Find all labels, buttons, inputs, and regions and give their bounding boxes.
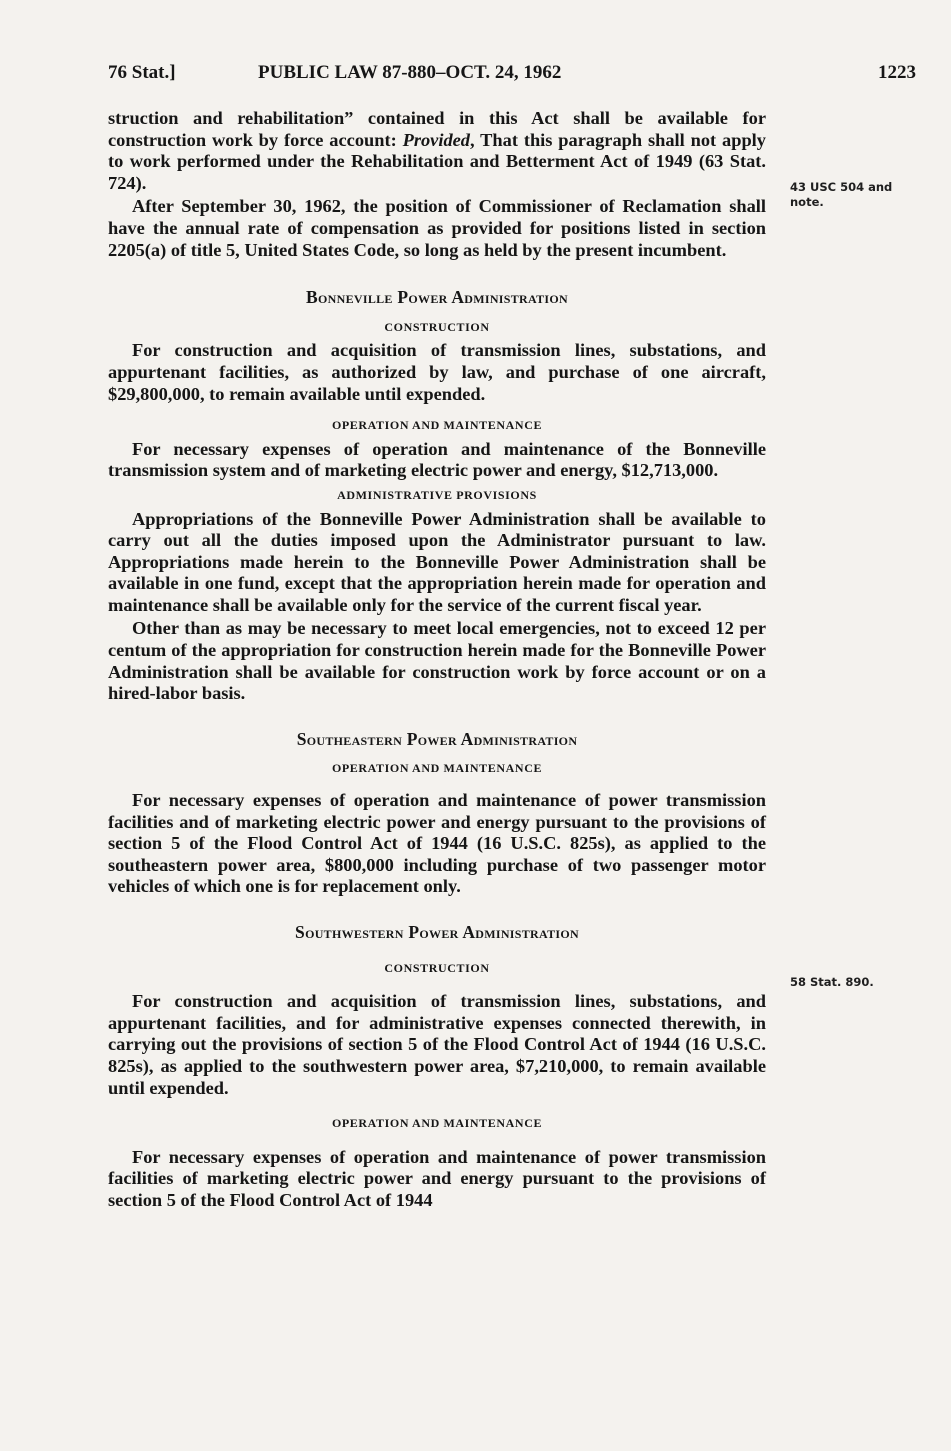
margin-note-43-usc: 43 USC 504 and note. (790, 180, 893, 209)
bleed-through-background (0, 0, 16, 54)
public-law-title: PUBLIC LAW 87-880–OCT. 24, 1962 (258, 62, 562, 83)
paragraph-bpa-construction: For construction and acquisition of transmission lines, substations, and appurtenant facilities, as authorized by law, and purchase of one aircraft, $29,800,000, to remain available until expended. (108, 340, 766, 404)
running-header (108, 62, 916, 88)
heading-bonneville: Bonneville Power Administration (306, 287, 568, 308)
subheading-bpa-om: OPERATION AND MAINTENANCE (331, 418, 543, 433)
margin-note-58-stat: 58 Stat. 890. (790, 975, 874, 989)
paragraph-bpa-om: For necessary expenses of operation and maintenance of the Bonneville transmission system and of marketing electric power and energy, $12,713,000. (108, 438, 766, 481)
paragraph-swpa-om: For necessary expenses of operation and maintenance of power transmission facilities of marketing electric power and energy pursuant to the provisions of section 5 of the Flood Control Act of 1944 (108, 1146, 766, 1210)
page-number: 1223 (878, 62, 916, 83)
subheading-bpa-admin: ADMINISTRATIVE PROVISIONS (337, 487, 537, 502)
paragraph-sepa-om: For necessary expenses of operation and maintenance of power transmission facilities and of marketing electric power and energy pursuant to the provisions of section 5 of the Flood Control Act of 1944 (16 U.S.C. 825s), as applied to the southeastern power area, $800,000 including purchase of two passenger motor vehicles of which one is for replacement only. (108, 790, 766, 897)
heading-southwestern: Southwestern Power Administration (295, 922, 579, 942)
provided-italic: Provided (402, 129, 471, 150)
subheading-bpa-construction: CONSTRUCTION (384, 319, 490, 334)
paragraph-swpa-construction: For construction and acquisition of transmission lines, substations, and appurtenant facilities, and for administrative expenses connected therewith, in carrying out the provisions of section 5 of the Flood Control Act of 1944 (16 U.S.C. 825s), as applied to the southwestern power area, $7,210,000, to remain available until expended. (108, 991, 766, 1098)
paragraph-bpa-admin-1: Appropriations of the Bonneville Power Administration shall be available to carry out all the duties imposed upon the Administrator pursuant to law. Appropriations made herein to the Bonneville Power Administration shall be available in one fund, except that the appropriation herein made for operation and maintenance shall be available only for the service of the current fiscal year. (108, 508, 766, 615)
paragraph-bpa-admin-2: Other than as may be necessary to meet local emergencies, not to exceed 12 per centum of the appropriation for construction herein made for the Bonneville Power Administration shall be available for construction work by force account or on a hired-labor basis. (108, 618, 766, 704)
subheading-swpa-om: OPERATION AND MAINTENANCE (331, 1116, 543, 1131)
heading-southeastern: Southeastern Power Administration (296, 728, 578, 749)
paragraph-1: struction and rehabilitation” contained in this Act shall be available for construction work by force account: Provided, That this paragraph shall not apply to work performed under the Rehabilitation and Betterment Act of 1949 (63 Stat. 724). (108, 108, 766, 193)
volume-reference: 76 Stat.] (108, 62, 176, 83)
subheading-swpa-construction: CONSTRUCTION (384, 960, 490, 975)
subheading-sepa-om: OPERATION AND MAINTENANCE (331, 761, 543, 776)
paragraph-2: After September 30, 1962, the position of Commissioner of Reclamation shall have the annual rate of compensation as provided for positions listed in section 2205(a) of title 5, United States Code, so long as held by the present incumbent. (108, 196, 766, 260)
main-text-column (108, 108, 766, 1212)
